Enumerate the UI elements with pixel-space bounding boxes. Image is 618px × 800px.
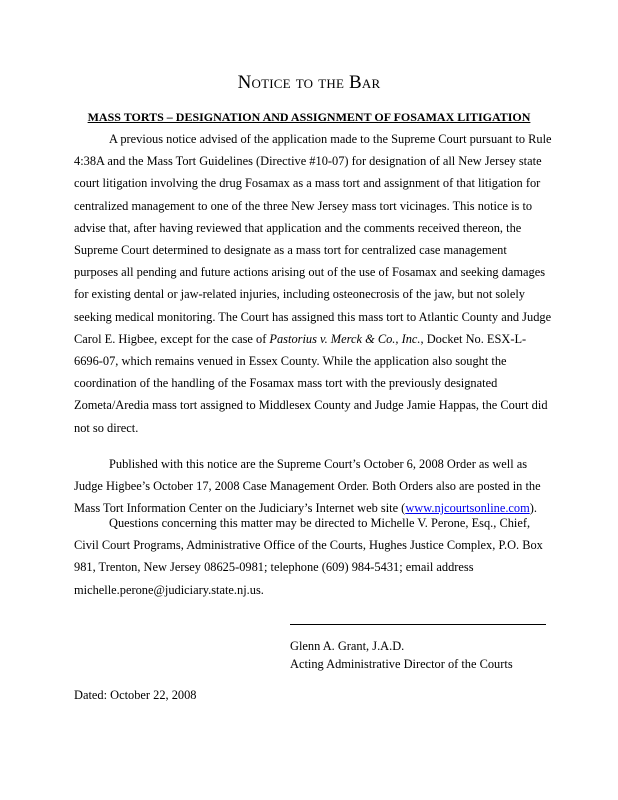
signature-block — [290, 637, 513, 673]
page-title — [0, 72, 618, 94]
paragraph-contact: Questions concerning this matter may be directed to Michelle V. Perone, Esq., Chief, Civil Court Programs, Administrative Office of the Courts, Hughes Justice Complex, P.O. Box 981, Trenton, New Jersey 08625-0981; telephone (609) 984-5431; email address michelle.perone@judiciary.state.nj.us. — [74, 516, 543, 597]
njcourts-website-link[interactable]: www.njcourtsonline.com — [405, 501, 530, 516]
paragraph-2-part-2: ). — [529, 501, 538, 516]
case-name: Pastorius v. Merck & Co., Inc. — [269, 331, 421, 346]
paragraph-orders — [74, 453, 552, 520]
paragraph-designation — [74, 128, 552, 439]
signer-name: Glenn A. Grant, J.A.D. — [290, 639, 405, 653]
date-line: Dated: October 22, 2008 — [74, 688, 197, 702]
paragraph-1-part-2: , Docket No. ESX-L-6696-07, which remains venued in Essex County. While the application also sought the coordination of the handling of the Fosamax mass tort with the previously designated Zometa/Aredia mass tort assigned to Middlesex County and Judge Jamie Happas, the Court did not so direct. — [74, 331, 548, 435]
notice-subtitle: MASS TORTS – DESIGNATION AND ASSIGNMENT OF FOSAMAX LITIGATION — [87, 110, 531, 124]
signature-line — [290, 624, 546, 625]
paragraph-1-part-1: A previous notice advised of the application made to the Supreme Court pursuant to Rule 4:38A and the Mass Tort Guidelines (Directive #10-07) for designation of all New Jersey state court litigation involving the drug Fosamax as a mass tort and assignment of that litigation for centralized management to one of the three New Jersey mass tort vicinages. This notice is to advise that, after having reviewed that application and the comments received thereon, the Supreme Court determined to designate as a mass tort for centralized case management purposes all pending and future actions arising out of the use of Fosamax and seeking damages for existing dental or jaw-related injuries, including osteonecrosis of the jaw, but not solely seeking medical monitoring. The Court has assigned this mass tort to Atlantic County and Judge Carol E. Higbee, except for the case of — [74, 132, 552, 346]
paragraph-2-part-1: Published with this notice are the Supreme Court’s October 6, 2008 Order as well as Judge Higbee’s October 17, 2008 Case Management Order. Both Orders also are posted in the Mass Tort Information Center on the Judiciary’s Internet web site ( — [74, 457, 541, 516]
title-text: Notice to the Bar — [237, 72, 381, 93]
signer-title: Acting Administrative Director of the Courts — [290, 657, 513, 671]
